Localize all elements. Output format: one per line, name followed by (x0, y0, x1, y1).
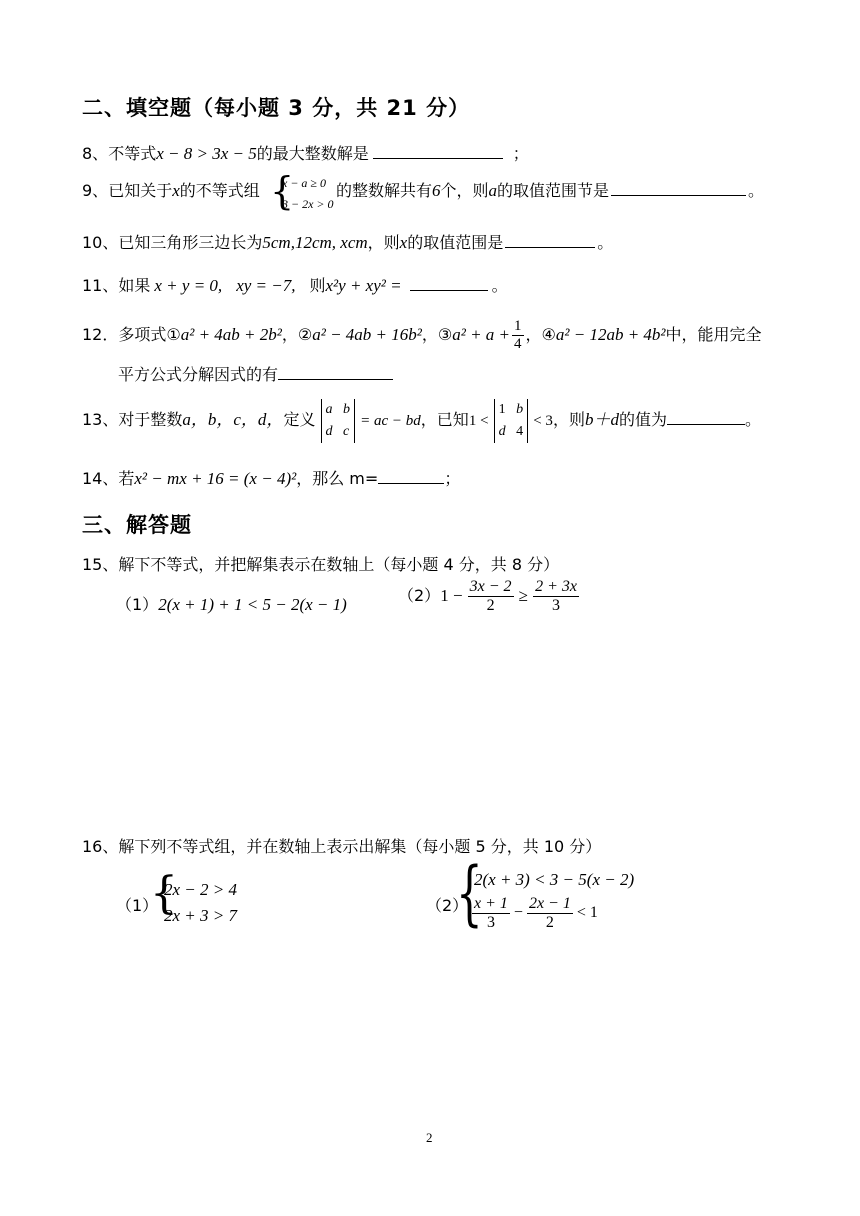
q13-text-define: 定义 (283, 410, 316, 429)
q8-expression: x − 8 > 3x − 5 (156, 144, 257, 163)
q10-text-post: 的取值范围是 (407, 233, 504, 252)
q12-text-post: 中，能用完全 (665, 325, 762, 344)
q12-marker-4: ，④ (525, 325, 556, 344)
q13-upper-bound: < 3 (533, 413, 553, 429)
q9-number: 9、 (82, 181, 109, 200)
q16-part2-line-1: 2(x + 3) < 3 − 5(x − 2) (474, 870, 635, 889)
q15-fraction-left-den: 2 (486, 597, 495, 614)
q16-part1-line-1: 2x − 2 > 4 (164, 880, 237, 899)
q8-text-pre: 不等式 (108, 144, 157, 163)
q12-text-pre: 多项式 (118, 325, 167, 344)
section-2-heading: 二、填空题（每小题 3 分，共 21 分） (82, 96, 471, 120)
q12-text-line2: 平方公式分解因式的有 (118, 365, 279, 384)
q15-part2-fraction-right (533, 578, 579, 615)
section-3-heading: 三、解答题 (82, 513, 192, 537)
q13-det-b: b (343, 401, 351, 417)
q12-marker-3: ，③ (421, 325, 453, 344)
question-8 (82, 141, 529, 164)
q13-text-then: ，则 (552, 410, 585, 429)
q14-answer-blank[interactable] (378, 467, 444, 484)
q16-fraction1-den: 3 (486, 914, 495, 931)
q16-part2-line-2 (472, 895, 598, 932)
q15-part1-inequality: 2(x + 1) + 1 < 5 − 2(x − 1) (158, 595, 347, 614)
q13-det2-b: b (516, 401, 524, 417)
q11-expression-2: xy = −7, (236, 276, 296, 295)
q13-lower-bound: 1 < (468, 413, 489, 429)
q13-det-d: d (325, 423, 333, 439)
q14-end: ； (444, 469, 461, 488)
question-16 (82, 834, 601, 857)
question-13 (82, 398, 761, 443)
q10-text-pre: 已知三角形三边长为 (118, 233, 263, 252)
q16-part2-minus: − (513, 904, 523, 922)
q14-text-mid: ，那么 m= (296, 469, 379, 488)
q16-part1-brace: { (150, 868, 178, 919)
q12-marker-2: ，② (281, 325, 313, 344)
q9-system-line-2: 3 − 2x > 0 (282, 197, 334, 211)
q13-determinant-definition (321, 399, 356, 443)
q10-text-mid: ，则 (367, 233, 400, 252)
q12-fraction-denominator: 4 (514, 336, 522, 352)
question-12-line-2 (118, 362, 393, 385)
q11-end: 。 (491, 276, 508, 295)
q16-text: 解下列不等式组，并在数轴上表示出解集（每小题 5 分，共 10 分） (118, 837, 602, 856)
q15-fraction-left-num: 3x − 2 (469, 578, 512, 595)
page-number: 2 (426, 1130, 433, 1145)
q13-end: 。 (744, 410, 761, 429)
question-15 (82, 552, 559, 575)
q9-count: 6 (432, 181, 441, 200)
q16-part2-label: （2） (426, 896, 469, 915)
q12-fraction (512, 318, 524, 353)
q12-polynomial-1: a² + 4ab + 2b² (180, 325, 282, 344)
q9-end: 。 (748, 181, 765, 200)
q10-number: 10、 (82, 233, 119, 252)
q16-part2-fraction-2 (527, 895, 573, 932)
q9-var-x: x (172, 181, 180, 200)
q10-end: 。 (597, 233, 614, 252)
q15-fraction-right-num: 2 + 3x (535, 578, 577, 595)
q9-var-a: a (488, 181, 498, 200)
q16-number: 16、 (82, 837, 119, 856)
q13-det2-1: 1 (498, 401, 506, 417)
q9-text-post2: 个，则 (440, 181, 489, 200)
q16-fraction2-den: 2 (545, 914, 554, 931)
q11-text-pre: 如果 (118, 276, 151, 295)
q10-var-x: x (399, 233, 408, 252)
q9-text-pre: 已知关于 (108, 181, 173, 200)
question-12 (82, 318, 762, 353)
q12-fraction-numerator: 1 (514, 318, 522, 334)
question-9-continued (336, 178, 764, 201)
q9-text-mid: 的不等式组 (179, 181, 260, 200)
q13-number: 13、 (82, 410, 119, 429)
q16-part2-fraction-1 (472, 895, 510, 932)
q13-det2-4: 4 (516, 423, 524, 439)
q8-end: ； (512, 144, 529, 163)
q15-part-1 (116, 592, 347, 615)
q12-answer-blank[interactable] (278, 363, 393, 380)
question-11 (82, 273, 508, 296)
q13-det2-d: d (498, 423, 506, 439)
q12-polynomial-3: a² + a + (452, 325, 511, 344)
q13-definition-result: = ac − bd (360, 413, 421, 429)
q9-system-brace: { (270, 169, 295, 213)
q13-det-c: c (343, 423, 350, 439)
question-10 (82, 230, 613, 253)
q9-text-post1: 的整数解共有 (336, 181, 433, 200)
q15-part2-one-minus: 1 − (440, 586, 463, 605)
q13-answer-blank[interactable] (667, 408, 745, 425)
q13-vars: a，b，c，d， (182, 410, 284, 429)
q8-text-post: 的最大整数解是 (256, 144, 369, 163)
q16-part2-lt: < 1 (576, 904, 598, 922)
q15-part-2 (398, 578, 579, 615)
q10-answer-blank[interactable] (505, 231, 595, 248)
q15-text: 解下不等式，并把解集表示在数轴上（每小题 4 分，共 8 分） (118, 555, 560, 574)
q12-number: 12． (82, 325, 119, 344)
q13-determinant-given (494, 399, 529, 443)
q13-text-given: ，已知 (420, 410, 469, 429)
q16-part2-brace: { (456, 852, 483, 934)
q14-number: 14、 (82, 469, 119, 488)
question-9 (82, 178, 260, 201)
q11-expression-3: x²y + xy² = (325, 276, 402, 295)
q15-part2-ge: ≥ (518, 586, 528, 605)
q9-text-post3: 的取值范围节是 (497, 181, 610, 200)
q12-polynomial-4: a² − 12ab + 4b² (555, 325, 666, 344)
q9-answer-blank[interactable] (611, 179, 746, 196)
q10-expression: 5cm,12cm, xcm (262, 233, 368, 252)
q16-fraction2-num: 2x − 1 (528, 895, 571, 912)
q11-expression-1: x + y = 0, (154, 276, 223, 295)
q16-part1-line-2: 2x + 3 > 7 (164, 906, 237, 925)
q15-part2-fraction-left (468, 578, 514, 615)
q8-number: 8、 (82, 144, 109, 163)
q13-det-a: a (325, 401, 333, 417)
question-14 (82, 466, 460, 489)
q14-expression: x² − mx + 16 = (x − 4)² (134, 469, 297, 488)
q16-part1-label: （1） (116, 896, 159, 915)
q9-system-line-1: x − a ≥ 0 (282, 176, 327, 190)
q12-polynomial-2: a² − 4ab + 16b² (312, 325, 422, 344)
q15-fraction-right-den: 3 (552, 597, 561, 614)
q11-answer-blank[interactable] (410, 274, 488, 291)
q14-text-pre: 若 (118, 469, 135, 488)
q12-marker-1: ① (166, 325, 181, 344)
q13-b-plus-d: b＋d (584, 410, 619, 429)
q16-fraction1-num: x + 1 (474, 895, 508, 912)
q11-number: 11、 (82, 276, 119, 295)
q13-text-post: 的值为 (618, 410, 667, 429)
q15-number: 15、 (82, 555, 119, 574)
q13-text-pre: 对于整数 (118, 410, 183, 429)
q8-answer-blank[interactable] (373, 142, 503, 159)
q11-text-mid: 则 (309, 276, 326, 295)
q15-part2-label: （2） (398, 586, 441, 605)
q15-part1-label: （1） (116, 595, 159, 614)
